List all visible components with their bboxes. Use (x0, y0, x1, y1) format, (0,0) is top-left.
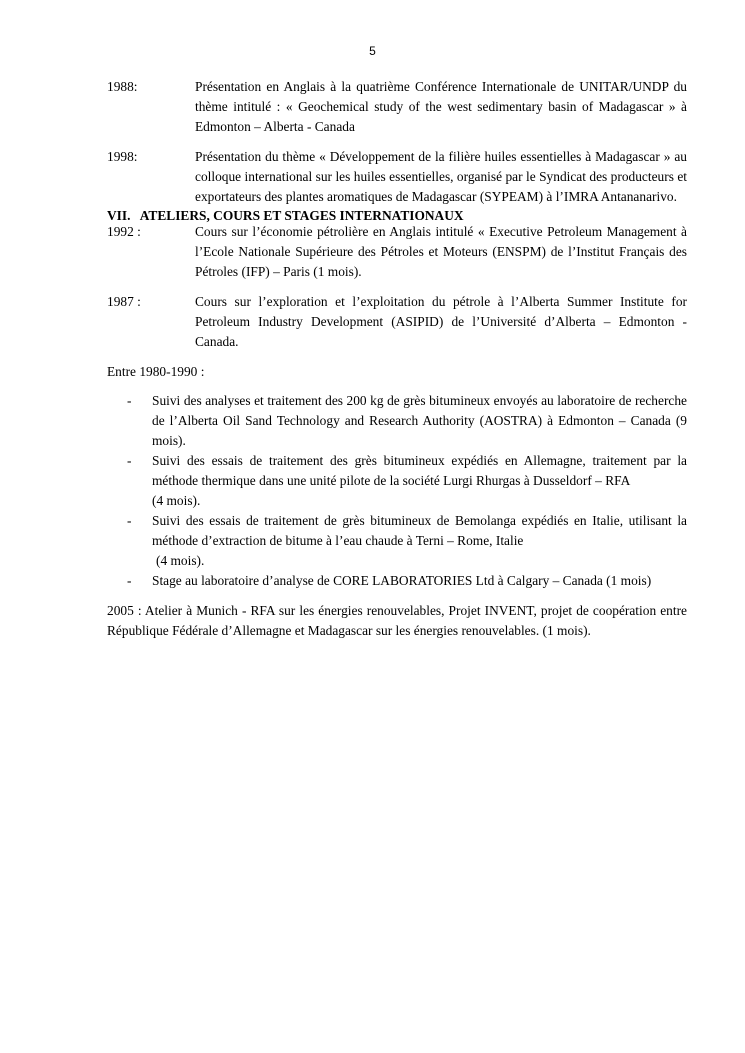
presentation-entry-1998 (107, 147, 687, 207)
entry-year: 1988: (107, 79, 138, 94)
entry-text: Cours sur l’exploration et l’exploitation du pétrole à l’Alberta Summer Institute for Petroleum Industry Development (ASIPID) de l’Université d’Alberta – Edmonton - Canada. (195, 294, 687, 349)
entry-year: 1992 : (107, 224, 141, 239)
closing-paragraph: 2005 : Atelier à Munich - RFA sur les énergies renouvelables, Projet INVENT, projet de coopération entre République Fédérale d’Allemagne et Madagascar sur les énergies renouvelables. (1 mois). (107, 603, 687, 638)
internship-list (107, 391, 687, 591)
section-heading-vii: VII. ATELIERS, COURS ET STAGES INTERNATIONAUX (107, 208, 464, 223)
period-label: Entre 1980-1990 : (107, 364, 205, 379)
course-entry-1987 (107, 292, 687, 352)
bullet-dash: - (127, 513, 132, 528)
entry-text: Cours sur l’économie pétrolière en Anglais intitulé « Executive Petroleum Management à l’Ecole Nationale Supérieure des Pétroles et Moteurs (ENSPM) de l’Institut Français des Pétroles (IFP) – Paris (1 mois). (195, 224, 687, 279)
bullet-duration: (4 mois). (152, 493, 201, 508)
entry-text: Présentation en Anglais à la quatrième Conférence Internationale de UNITAR/UNDP du thème intitulé : « Geochemical study of the west sedimentary basin of Madagascar » à Edmonton – Alberta - Canada (195, 79, 687, 134)
course-entry-1992 (107, 222, 687, 282)
list-item (127, 511, 687, 571)
entry-year: 1998: (107, 149, 138, 164)
bullet-dash: - (127, 393, 132, 408)
list-item (127, 391, 687, 451)
bullet-text: Suivi des analyses et traitement des 200 kg de grès bitumineux envoyés au laboratoire de recherche de l’Alberta Oil Sand Technology and Research Authority (AOSTRA) à Edmonton – Canada (9 mois). (152, 393, 687, 448)
bullet-dash: - (127, 573, 132, 588)
entry-text: Présentation du thème « Développement de la filière huiles essentielles à Madagascar » au colloque international sur les huiles essentielles, organisé par le Syndicat des producteurs et exportateurs des plantes aromatiques de Madagascar (SYPEAM) à l’IMRA Antananarivo. (195, 149, 687, 204)
bullet-text: Suivi des essais de traitement des grès bitumineux expédiés en Allemagne, traitement par la méthode thermique dans une unité pilote de la société Lurgi Rhurgas à Dusseldorf – RFA (152, 453, 687, 488)
bullet-text: Stage au laboratoire d’analyse de CORE LABORATORIES Ltd à Calgary – Canada (1 mois) (152, 573, 652, 588)
bullet-dash: - (127, 453, 132, 468)
list-item (127, 571, 687, 591)
list-item (127, 451, 687, 511)
presentation-entry-1988 (107, 77, 687, 137)
document-body (107, 77, 687, 641)
entry-year: 1987 : (107, 294, 141, 309)
page-number: 5 (369, 44, 376, 58)
bullet-text: Suivi des essais de traitement de grès bitumineux de Bemolanga expédiés en Italie, utilisant la méthode d’extraction de bitume à l’eau chaude à Terni – Rome, Italie (152, 513, 687, 548)
bullet-duration: (4 mois). (156, 553, 205, 568)
